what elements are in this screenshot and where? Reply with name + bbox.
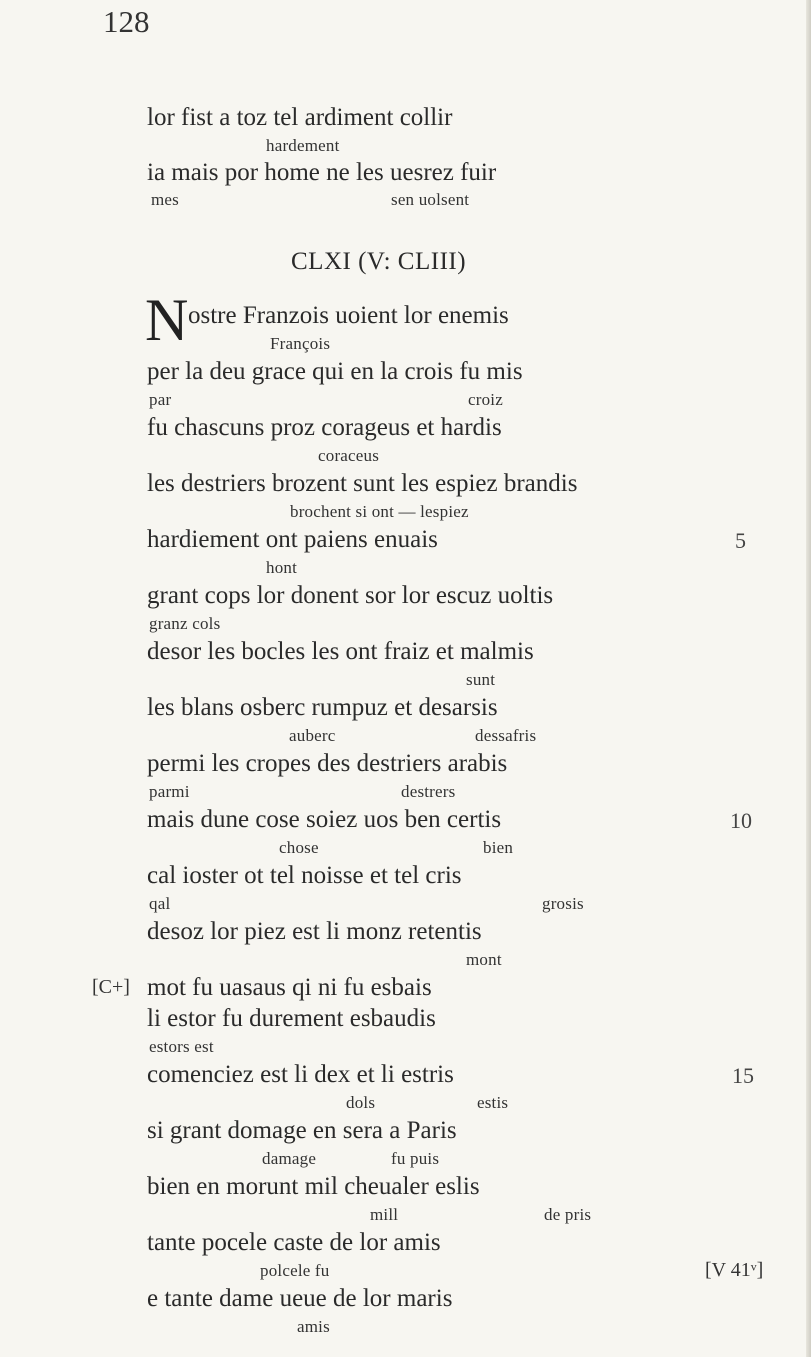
variant-reading: destrers bbox=[401, 782, 456, 801]
variant-reading: estis bbox=[477, 1093, 509, 1112]
verse-line: desor les bocles les ont fraiz et malmis bbox=[147, 638, 534, 665]
verse-line: comenciez est li dex et li estris bbox=[147, 1061, 454, 1088]
verse-line: ia mais por home ne les uesrez fuir bbox=[147, 159, 497, 186]
verse-line: permi les cropes des destriers arabis bbox=[147, 750, 508, 777]
verse-line: ostre Franzois uoient lor enemis bbox=[188, 302, 509, 329]
drop-cap: N bbox=[145, 287, 189, 353]
variant-reading: grosis bbox=[542, 894, 584, 913]
verse-line: les destriers brozent sunt les espiez brandis bbox=[147, 470, 578, 497]
verse-line: lor fist a toz tel ardiment collir bbox=[147, 104, 453, 131]
variant-reading: polcele fu bbox=[260, 1261, 330, 1280]
verse-line: desoz lor piez est li monz retentis bbox=[147, 918, 482, 945]
verse-line: cal ioster ot tel noisse et tel cris bbox=[147, 862, 462, 889]
folio-reference: [V 41ᵛ] bbox=[705, 1259, 764, 1281]
variant-reading: amis bbox=[297, 1317, 330, 1336]
variant-reading: estors est bbox=[149, 1037, 214, 1056]
section-heading: CLXI (V: CLIII) bbox=[291, 248, 467, 275]
variant-reading: de pris bbox=[544, 1205, 592, 1224]
variant-reading: brochent si ont — lespiez bbox=[290, 502, 469, 521]
line-number: 5 bbox=[735, 528, 746, 553]
variant-reading: damage bbox=[262, 1149, 317, 1168]
page-edge-shadow bbox=[806, 0, 811, 1357]
verse-line: li estor fu durement esbaudis bbox=[147, 1005, 436, 1032]
verse-line: mais dune cose soiez uos ben certis bbox=[147, 806, 502, 833]
verse-line: fu chascuns proz corageus et hardis bbox=[147, 414, 502, 441]
variant-reading: mill bbox=[370, 1205, 399, 1224]
variant-reading: par bbox=[149, 390, 172, 409]
verse-line: bien en morunt mil cheualer eslis bbox=[147, 1173, 480, 1200]
verse-line: per la deu grace qui en la crois fu mis bbox=[147, 358, 523, 385]
page-number: 128 bbox=[103, 4, 150, 39]
variant-reading: hardement bbox=[266, 136, 340, 155]
variant-reading: croiz bbox=[468, 390, 503, 409]
verse-line: grant cops lor donent sor lor escuz uoltis bbox=[147, 582, 554, 609]
variant-reading: parmi bbox=[149, 782, 190, 801]
verse-line: mot fu uasaus qi ni fu esbais bbox=[147, 974, 432, 1001]
variant-reading: sen uolsent bbox=[391, 190, 470, 209]
variant-reading: mont bbox=[466, 950, 502, 969]
verse-line: les blans osberc rumpuz et desarsis bbox=[147, 694, 498, 721]
verse-line: e tante dame ueue de lor maris bbox=[147, 1285, 453, 1312]
variant-reading: granz cols bbox=[149, 614, 221, 633]
variant-reading: qal bbox=[149, 894, 171, 913]
variant-reading: François bbox=[270, 334, 331, 353]
variant-reading: bien bbox=[483, 838, 514, 857]
variant-reading: dessafris bbox=[475, 726, 537, 745]
variant-reading: chose bbox=[279, 838, 319, 857]
variant-reading: mes bbox=[151, 190, 179, 209]
variant-reading: dols bbox=[346, 1093, 376, 1112]
line-number: 15 bbox=[732, 1063, 754, 1088]
verse-line: si grant domage en sera a Paris bbox=[147, 1117, 457, 1144]
margin-siglum: [C+] bbox=[92, 976, 130, 998]
verse-line: hardiement ont paiens enuais bbox=[147, 526, 438, 553]
verse-line: tante pocele caste de lor amis bbox=[147, 1229, 441, 1256]
variant-reading: hont bbox=[266, 558, 298, 577]
variant-reading: coraceus bbox=[318, 446, 380, 465]
variant-reading: fu puis bbox=[391, 1149, 440, 1168]
variant-reading: auberc bbox=[289, 726, 336, 745]
variant-reading: sunt bbox=[466, 670, 496, 689]
line-number: 10 bbox=[730, 808, 752, 833]
